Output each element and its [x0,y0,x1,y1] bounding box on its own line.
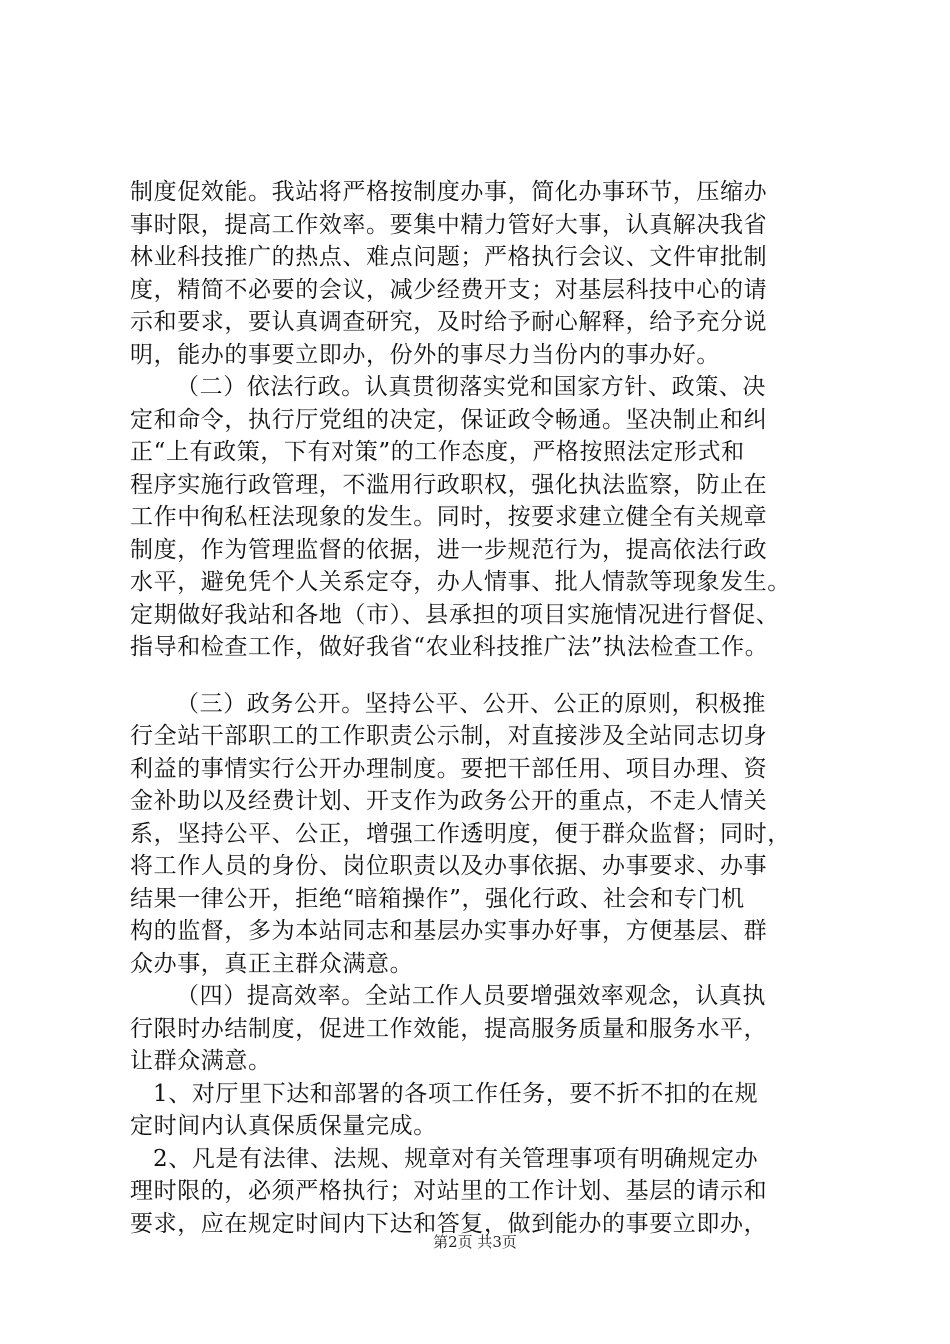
text-line: 金补助以及经费计划、开支作为政务公开的重点，不走人情关 [130,788,768,814]
text-line: 度，精简不必要的会议，减少经费开支；对基层科技中心的请 [130,276,768,303]
text-line: 林业科技推广的热点、难点问题；严格执行会议、文件审批制 [130,244,768,270]
text-line: 制度，作为管理监督的依据，进一步规范行为，提高依法行政 [130,536,768,563]
paragraph-start-line: （四）提高效率。全站工作人员要增强效率观念，认真执 [176,983,766,1009]
text-line: 利益的事情实行公开办理制度。要把干部任用、项目办理、资 [130,755,768,782]
text-line: 让群众满意。 [130,1048,272,1074]
paragraph-start-line: （二）依法行政。认真贯彻落实党和国家方针、政策、决 [176,374,766,400]
text-line: 程序实施行政管理，不滥用行政职权，强化执法监察，防止在 [130,471,768,498]
paragraph-gap [130,664,855,688]
text-line: 定时间内认真保质保量完成。 [130,1113,437,1139]
text-line: 理时限的，必须严格执行；对站里的工作计划、基层的请示和 [130,1178,768,1204]
text-line: 行全站干部职工的工作职责公示制，对直接涉及全站同志切身 [130,723,768,749]
text-line: 事时限，提高工作效率。要集中精力管好大事，认真解决我省 [130,211,768,238]
text-line: 将工作人员的身份、岗位职责以及办事依据、办事要求、办事 [130,853,768,879]
text-line: 示和要求，要认真调查研究，及时给予耐心解释，给予充分说 [130,309,768,335]
text-line: 行限时办结制度，促进工作效能，提高服务质量和服务水平， [130,1015,768,1042]
text-line: 正“上有政策，下有对策”的工作态度，严格按照法定形式和 [130,439,745,465]
paragraph-start-line: （三）政务公开。坚持公平、公开、公正的原则，积极推 [176,690,766,717]
text-line: 工作中徇私枉法现象的发生。同时，按要求建立健全有关规章 [130,504,768,530]
text-line: 构的监督，多为本站同志和基层办实事办好事，方便基层、群 [130,918,768,944]
text-line: 定期做好我站和各地（市）、县承担的项目实施情况进行督促、 [130,601,780,628]
text-line: 水平，避免凭个人关系定夺，办人情事、批人情款等现象发生。 [130,569,791,595]
text-line: 系，坚持公平、公正，增强工作透明度，便于群众监督；同时， [130,820,791,847]
document-body [130,176,855,1240]
text-line: 制度促效能。我站将严格按制度办事，简化办事环节，压缩办 [130,179,768,205]
list-item-line: 1、对厅里下达和部署的各项工作任务，要不折不扣的在规 [153,1080,759,1107]
text-line: 结果一律公开，拒绝“暗箱操作”，强化行政、社会和专门机 [130,885,745,912]
list-item-line: 2、凡是有法律、法规、规章对有关管理事项有明确规定办 [153,1145,759,1172]
text-line: 指导和检查工作，做好我省“农业科技推广法”执法检查工作。 [130,634,769,660]
text-line: 定和命令，执行厅党组的决定，保证政令畅通。坚决制止和纠 [130,406,768,433]
text-line: 明，能办的事要立即办，份外的事尽力当份内的事办好。 [130,341,720,368]
page-number-footer: 第2页 共3页 [433,1233,517,1251]
text-line: 众办事，真正主群众满意。 [130,950,414,977]
text-line: 要求，应在规定时间内下达和答复，做到能办的事要立即办， [130,1210,768,1237]
